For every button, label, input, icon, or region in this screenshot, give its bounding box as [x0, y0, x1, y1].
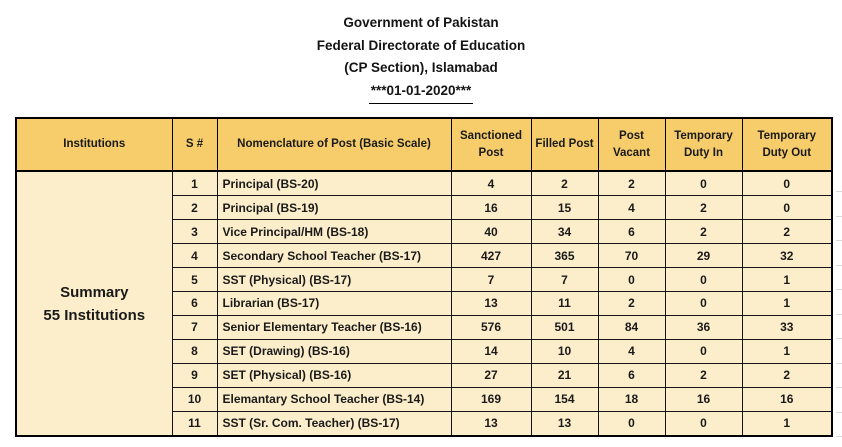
- cell-filled: 365: [531, 244, 598, 268]
- document-title-block: [0, 12, 842, 104]
- column-header-filled: Filled Post: [531, 118, 598, 171]
- cell-filled: 10: [531, 339, 598, 363]
- gridline-mark: [836, 412, 842, 413]
- cell-vacant: 84: [598, 315, 665, 339]
- cell-sanctioned: 4: [451, 171, 531, 196]
- table-row: [16, 171, 832, 196]
- cell-sanctioned: 14: [451, 339, 531, 363]
- cell-sanctioned: 40: [451, 220, 531, 244]
- cell-duty_out: 0: [742, 196, 832, 220]
- cell-sanctioned: 16: [451, 196, 531, 220]
- cell-sanctioned: 13: [451, 411, 531, 436]
- column-header-post: Nomenclature of Post (Basic Scale): [217, 118, 451, 171]
- cell-duty_out: 2: [742, 220, 832, 244]
- cell-vacant: 6: [598, 220, 665, 244]
- cell-vacant: 4: [598, 196, 665, 220]
- cell-duty_in: 2: [665, 196, 742, 220]
- cell-s_no: 11: [172, 411, 217, 436]
- cell-duty_in: 0: [665, 171, 742, 196]
- cell-duty_in: 0: [665, 268, 742, 292]
- cell-s_no: 4: [172, 244, 217, 268]
- cell-vacant: 4: [598, 339, 665, 363]
- cell-filled: 501: [531, 315, 598, 339]
- column-header-vacant: Post Vacant: [598, 118, 665, 171]
- cell-duty_out: 0: [742, 171, 832, 196]
- cell-duty_out: 1: [742, 339, 832, 363]
- cell-sanctioned: 7: [451, 268, 531, 292]
- cell-duty_out: 33: [742, 315, 832, 339]
- cell-vacant: 2: [598, 291, 665, 315]
- cell-s_no: 7: [172, 315, 217, 339]
- cell-post: Librarian (BS-17): [217, 291, 451, 315]
- cell-post: Secondary School Teacher (BS-17): [217, 244, 451, 268]
- cell-duty_in: 0: [665, 339, 742, 363]
- cell-vacant: 18: [598, 387, 665, 411]
- cell-duty_in: 0: [665, 291, 742, 315]
- gridline-mark: [836, 387, 842, 388]
- cell-vacant: 70: [598, 244, 665, 268]
- cell-filled: 154: [531, 387, 598, 411]
- column-header-s_no: S #: [172, 118, 217, 171]
- cell-duty_out: 1: [742, 411, 832, 436]
- column-header-duty_out: Temporary Duty Out: [742, 118, 832, 171]
- title-line-3: (CP Section), Islamabad: [344, 60, 498, 75]
- gridline-mark: [836, 363, 842, 364]
- summary-institutions-cell: [16, 171, 172, 436]
- gridline-mark: [836, 240, 842, 241]
- cell-s_no: 2: [172, 196, 217, 220]
- cell-filled: 34: [531, 220, 598, 244]
- cell-s_no: 10: [172, 387, 217, 411]
- cell-filled: 7: [531, 268, 598, 292]
- cell-sanctioned: 427: [451, 244, 531, 268]
- cell-duty_out: 32: [742, 244, 832, 268]
- cell-duty_out: 16: [742, 387, 832, 411]
- cell-filled: 21: [531, 363, 598, 387]
- cell-vacant: 0: [598, 268, 665, 292]
- gridline-mark: [836, 289, 842, 290]
- cell-post: Vice Principal/HM (BS-18): [217, 220, 451, 244]
- summary-table: [15, 117, 833, 437]
- cell-duty_out: 2: [742, 363, 832, 387]
- cell-s_no: 1: [172, 171, 217, 196]
- cell-duty_in: 0: [665, 411, 742, 436]
- cell-s_no: 6: [172, 291, 217, 315]
- table-header-row: [16, 118, 832, 171]
- cell-post: Principal (BS-19): [217, 196, 451, 220]
- gridline-mark: [836, 314, 842, 315]
- cell-filled: 2: [531, 171, 598, 196]
- title-line-2: Federal Directorate of Education: [316, 37, 526, 53]
- cell-sanctioned: 13: [451, 291, 531, 315]
- cell-post: SST (Sr. Com. Teacher) (BS-17): [217, 411, 451, 436]
- cell-duty_in: 2: [665, 220, 742, 244]
- gridline-mark: [836, 436, 842, 437]
- cell-duty_out: 1: [742, 291, 832, 315]
- cell-filled: 15: [531, 196, 598, 220]
- cell-post: Elemantary School Teacher (BS-14): [217, 387, 451, 411]
- cell-filled: 13: [531, 411, 598, 436]
- gridline-mark: [836, 265, 842, 266]
- cell-duty_in: 29: [665, 244, 742, 268]
- summary-line-1: Summary: [60, 283, 129, 301]
- cell-post: SST (Physical) (BS-17): [217, 268, 451, 292]
- cell-post: Principal (BS-20): [217, 171, 451, 196]
- cell-s_no: 3: [172, 220, 217, 244]
- summary-line-2: 55 Institutions: [43, 306, 146, 324]
- cell-duty_in: 36: [665, 315, 742, 339]
- cell-duty_out: 1: [742, 268, 832, 292]
- cell-s_no: 9: [172, 363, 217, 387]
- column-header-institutions: Institutions: [16, 118, 172, 171]
- cell-vacant: 2: [598, 171, 665, 196]
- date-text: ***01-01-2020***: [369, 80, 474, 105]
- title-date-line: [0, 80, 842, 105]
- cell-s_no: 5: [172, 268, 217, 292]
- cell-sanctioned: 169: [451, 387, 531, 411]
- gridline-mark: [836, 191, 842, 192]
- column-header-sanctioned: Sanctioned Post: [451, 118, 531, 171]
- cell-s_no: 8: [172, 339, 217, 363]
- cell-vacant: 6: [598, 363, 665, 387]
- cell-duty_in: 2: [665, 363, 742, 387]
- cell-post: SET (Physical) (BS-16): [217, 363, 451, 387]
- cell-sanctioned: 576: [451, 315, 531, 339]
- cell-post: SET (Drawing) (BS-16): [217, 339, 451, 363]
- cell-post: Senior Elementary Teacher (BS-16): [217, 315, 451, 339]
- gridline-mark: [836, 338, 842, 339]
- cell-filled: 11: [531, 291, 598, 315]
- column-header-duty_in: Temporary Duty In: [665, 118, 742, 171]
- cell-duty_in: 16: [665, 387, 742, 411]
- gridline-mark: [836, 216, 842, 217]
- cell-vacant: 0: [598, 411, 665, 436]
- cell-sanctioned: 27: [451, 363, 531, 387]
- title-line-1: Government of Pakistan: [343, 15, 499, 30]
